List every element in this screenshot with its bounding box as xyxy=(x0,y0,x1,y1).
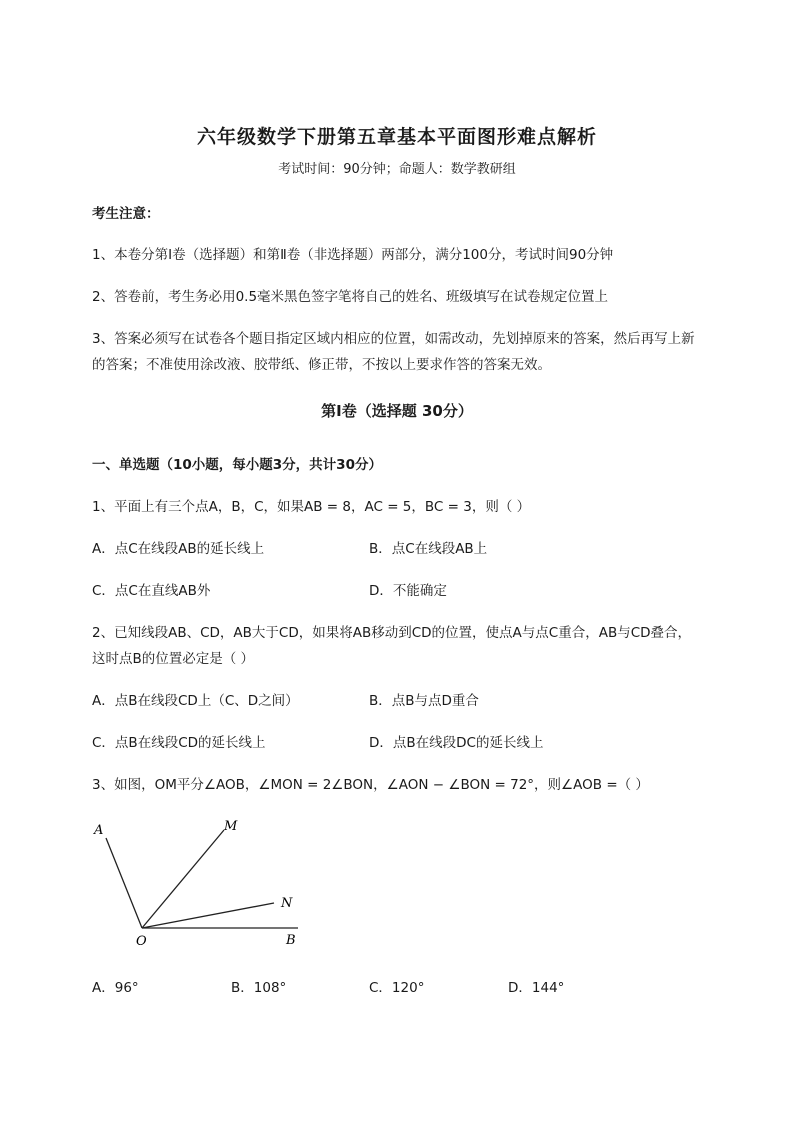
question-2-option-b[interactable]: B．点B与点D重合 xyxy=(369,693,479,709)
question-2-stem-cont: 这时点B的位置必定是（ ） xyxy=(92,651,255,667)
label-n: N xyxy=(281,896,293,911)
ray-om xyxy=(142,830,224,928)
label-b: B xyxy=(286,933,296,948)
section-title: 第I卷（选择题 30分） xyxy=(321,402,473,420)
notice-item-2: 2、答卷前，考生务必用0.5毫米黑色签字笔将自己的姓名、班级填写在试卷规定位置上 xyxy=(92,289,609,305)
notice-item-3-cont: 的答案；不准使用涂改液、胶带纸、修正带，不按以上要求作答的答案无效。 xyxy=(92,357,551,373)
ray-on xyxy=(142,903,274,928)
angle-figure xyxy=(88,812,318,952)
question-1-option-a[interactable]: A．点C在线段AB的延长线上 xyxy=(92,541,265,557)
question-3-option-a[interactable]: A．96° xyxy=(92,980,139,996)
question-1-option-b[interactable]: B．点C在线段AB上 xyxy=(369,541,488,557)
question-2-option-c[interactable]: C．点B在线段CD的延长线上 xyxy=(92,735,266,751)
question-1-option-c[interactable]: C．点C在直线AB外 xyxy=(92,583,211,599)
question-2-stem: 2、已知线段AB、CD，AB大于CD，如果将AB移动到CD的位置，使点A与点C重合，AB与CD叠合， xyxy=(92,625,692,641)
exam-meta: 考试时间：90分钟；命题人：数学教研组 xyxy=(278,162,516,177)
label-a: A xyxy=(94,823,104,838)
question-2-option-a[interactable]: A．点B在线段CD上（C、D之间） xyxy=(92,693,299,709)
question-2-option-d[interactable]: D．点B在线段DC的延长线上 xyxy=(369,735,544,751)
label-m: M xyxy=(224,819,238,834)
label-o: O xyxy=(136,934,147,949)
notice-item-1: 1、本卷分第I卷（选择题）和第Ⅱ卷（非选择题）两部分，满分100分，考试时间90分钟 xyxy=(92,247,614,263)
question-3-stem: 3、如图，OM平分∠AOB，∠MON = 2∠BON，∠AON − ∠BON = 72°，则∠AOB =（ ） xyxy=(92,777,649,793)
part-heading: 一、单选题（10小题，每小题3分，共计30分） xyxy=(92,457,382,473)
ray-oa xyxy=(106,838,142,928)
question-1-option-d[interactable]: D．不能确定 xyxy=(369,583,447,599)
notice-item-3: 3、答案必须写在试卷各个题目指定区域内相应的位置，如需改动，先划掉原来的答案，然后再写上新 xyxy=(92,331,695,347)
question-1-stem: 1、平面上有三个点A，B，C，如果AB = 8，AC = 5，BC = 3，则（ ） xyxy=(92,499,531,515)
question-3-option-c[interactable]: C．120° xyxy=(369,980,425,996)
notice-heading: 考生注意： xyxy=(92,206,160,222)
page-title: 六年级数学下册第五章基本平面图形难点解析 xyxy=(196,126,597,148)
question-3-option-b[interactable]: B．108° xyxy=(231,980,287,996)
question-3-option-d[interactable]: D．144° xyxy=(508,980,565,996)
